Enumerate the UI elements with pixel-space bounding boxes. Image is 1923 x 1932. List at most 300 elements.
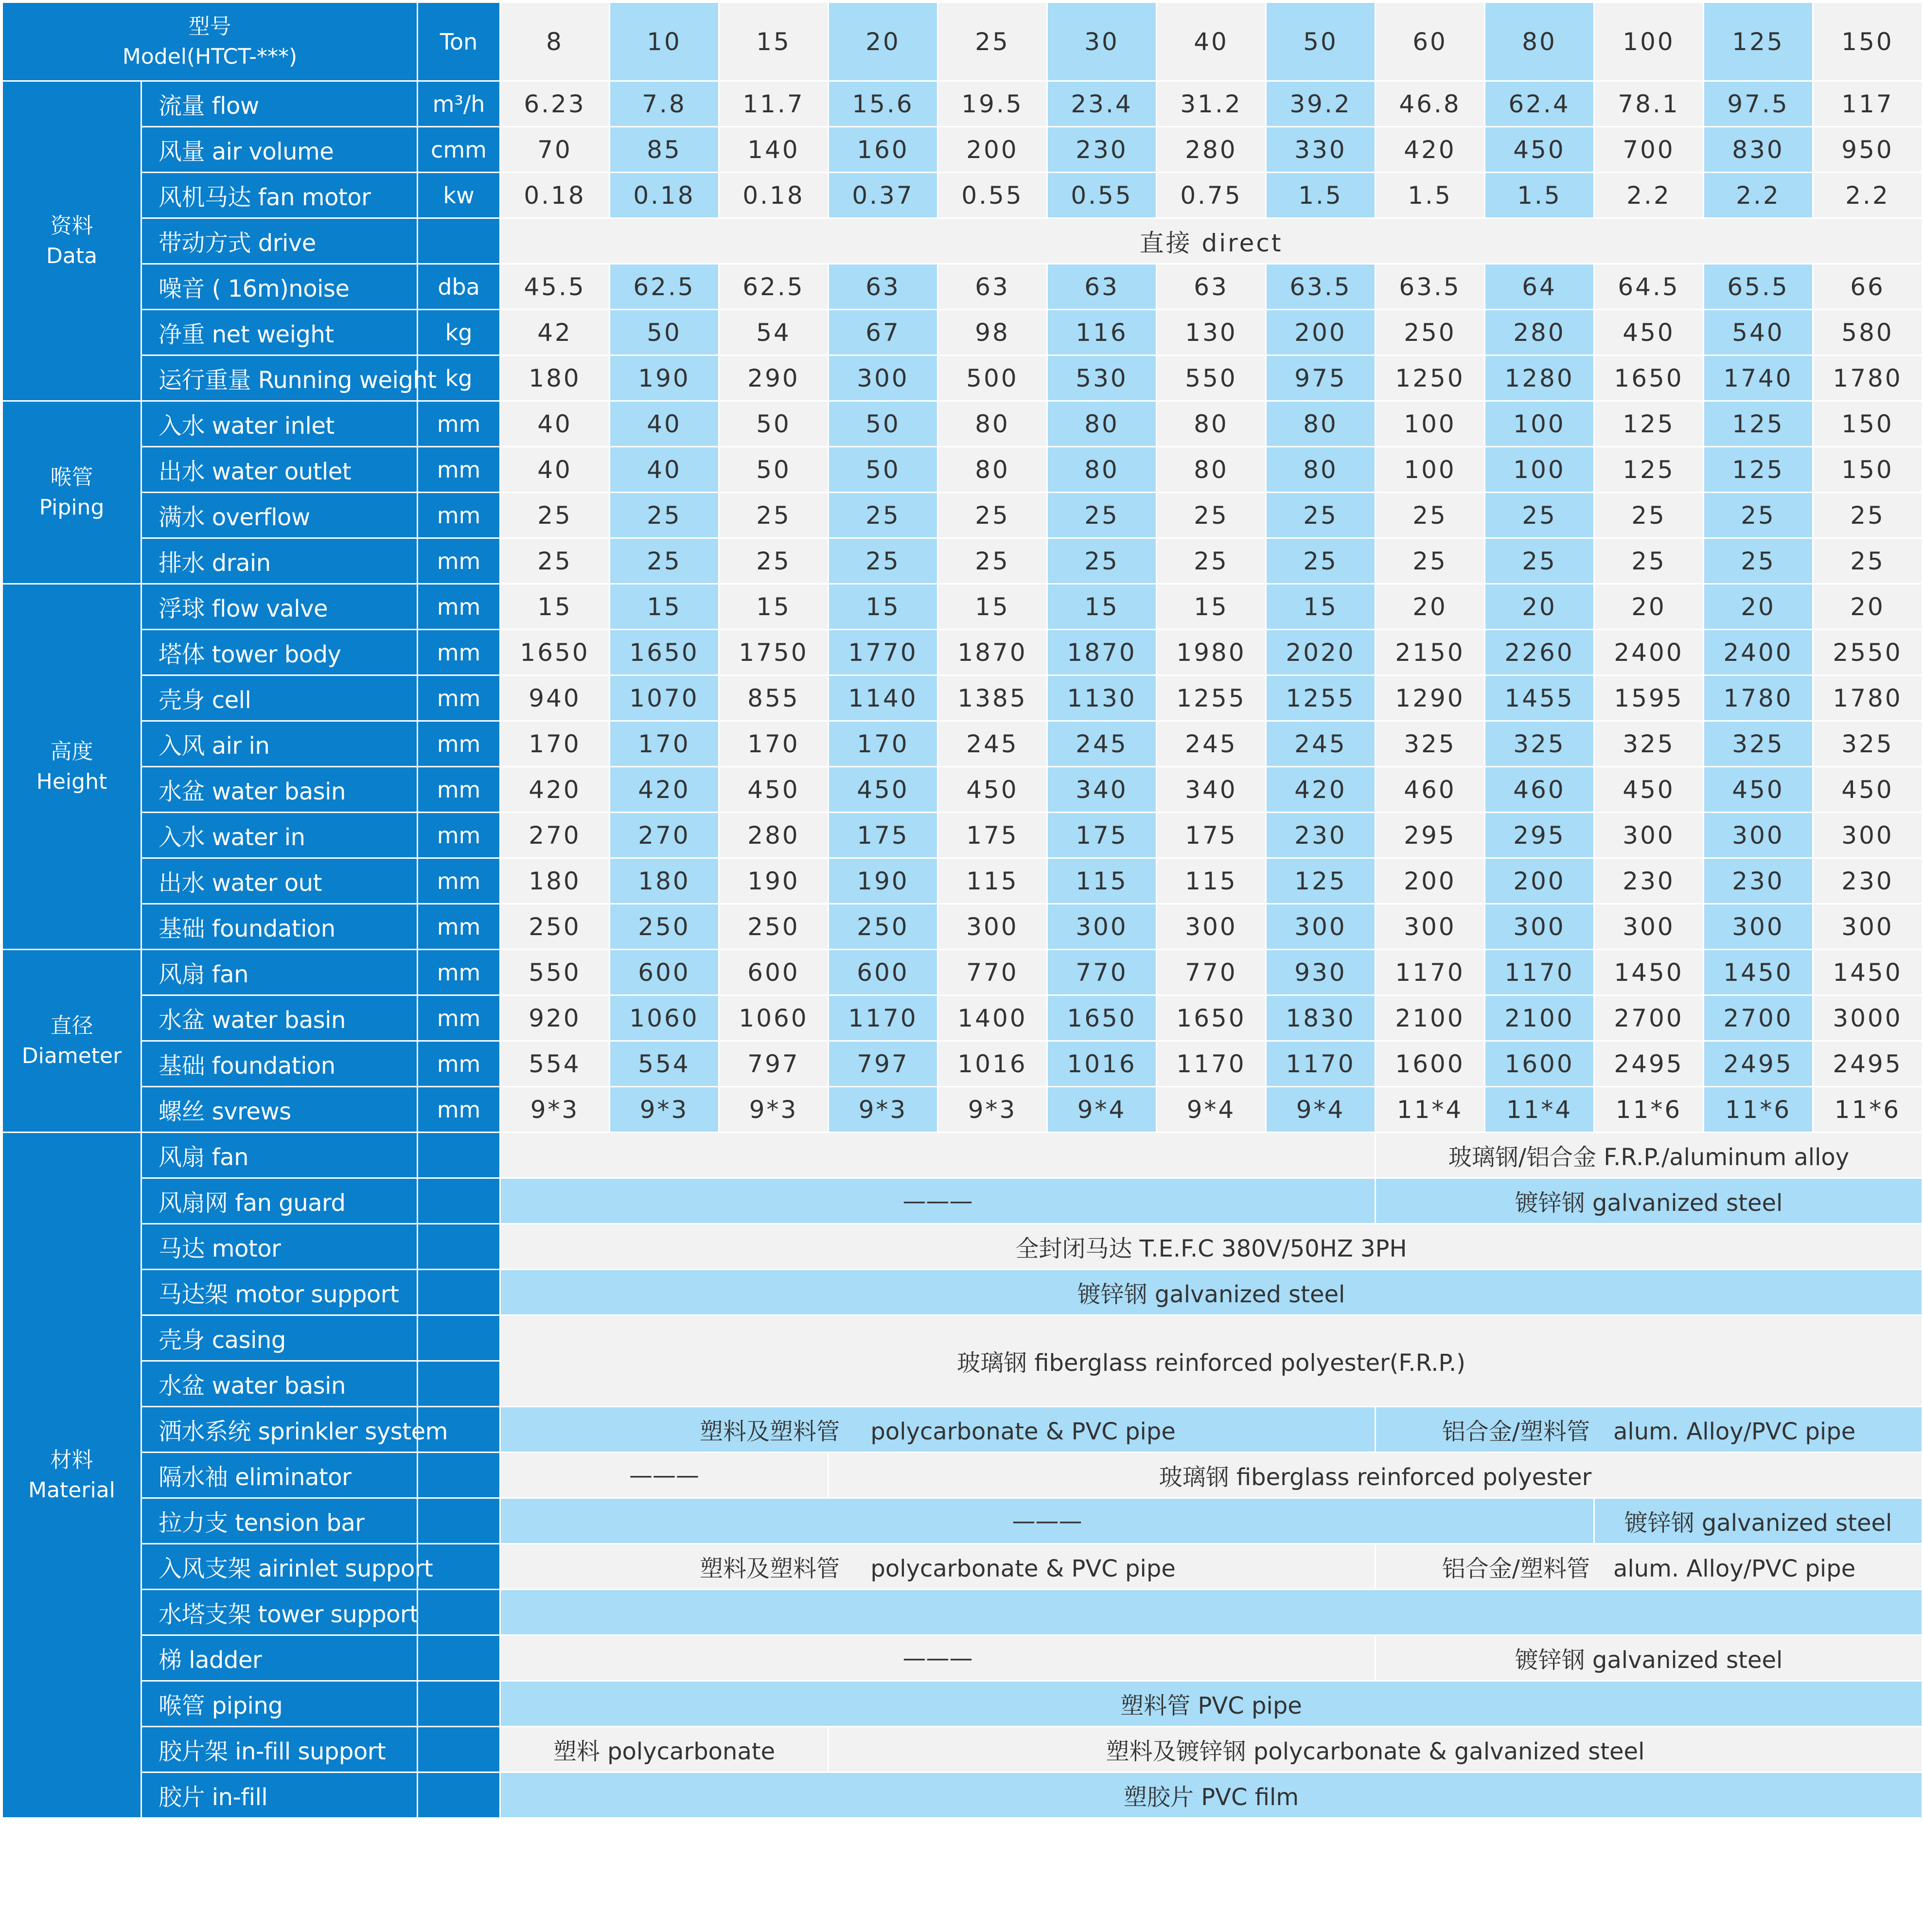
spec-value: 15 bbox=[1266, 584, 1376, 630]
spec-value: 11*6 bbox=[1594, 1087, 1704, 1133]
spec-value: 300 bbox=[1485, 904, 1594, 950]
spec-value: 25 bbox=[1266, 493, 1376, 538]
spec-value: 1400 bbox=[938, 995, 1047, 1041]
row-unit bbox=[418, 1178, 500, 1224]
spec-value: 1750 bbox=[719, 630, 829, 675]
spec-value: 1450 bbox=[1704, 950, 1813, 995]
row-label: 风扇网 fan guard bbox=[141, 1178, 418, 1224]
group-data bbox=[2, 81, 141, 401]
spec-value: 250 bbox=[719, 904, 829, 950]
group-material bbox=[2, 1133, 141, 1818]
row-label: 塔体 tower body bbox=[141, 630, 418, 675]
spec-value: 300 bbox=[1376, 904, 1485, 950]
spec-value: 40 bbox=[610, 401, 719, 447]
spec-value: 64 bbox=[1485, 264, 1594, 310]
row-label: 出水 water outlet bbox=[141, 447, 418, 493]
spec-value: 950 bbox=[1813, 127, 1923, 173]
spec-value: 11*6 bbox=[1813, 1087, 1923, 1133]
row-unit: mm bbox=[418, 493, 500, 538]
spec-value: 125 bbox=[1594, 447, 1704, 493]
row-unit: mm bbox=[418, 904, 500, 950]
row-unit bbox=[418, 1498, 500, 1544]
spec-value: 600 bbox=[829, 950, 938, 995]
spec-row bbox=[2, 173, 1923, 218]
spec-value: 1250 bbox=[1376, 355, 1485, 401]
row-label: 入风 air in bbox=[141, 721, 418, 767]
spec-value: 80 bbox=[1157, 447, 1266, 493]
spec-value: 1450 bbox=[1813, 950, 1923, 995]
spec-value: 1870 bbox=[938, 630, 1047, 675]
spec-value: 300 bbox=[1813, 904, 1923, 950]
spec-value: 65.5 bbox=[1704, 264, 1813, 310]
spec-value: 1650 bbox=[500, 630, 610, 675]
group-piping-zh: 喉管 bbox=[50, 464, 93, 490]
spec-row bbox=[2, 401, 1923, 447]
spec-value: 130 bbox=[1157, 310, 1266, 355]
spec-value: 25 bbox=[500, 538, 610, 584]
spec-value: 20 bbox=[1594, 584, 1704, 630]
spec-row bbox=[2, 1087, 1923, 1133]
spec-value: 175 bbox=[829, 813, 938, 858]
spec-value: 0.55 bbox=[938, 173, 1047, 218]
header-row bbox=[2, 2, 1923, 81]
spec-value: 280 bbox=[1485, 310, 1594, 355]
spec-value: 25 bbox=[1266, 538, 1376, 584]
ton-value: 100 bbox=[1594, 2, 1704, 81]
spec-value: 1.5 bbox=[1266, 173, 1376, 218]
spec-value: 25 bbox=[719, 538, 829, 584]
row-unit: m³/h bbox=[418, 81, 500, 127]
row-unit bbox=[418, 1270, 500, 1315]
row-label: 水塔支架 tower support bbox=[141, 1590, 418, 1635]
group-material-zh: 材料 bbox=[50, 1447, 93, 1472]
group-height bbox=[2, 584, 141, 950]
spec-value: 1450 bbox=[1594, 950, 1704, 995]
row-label: 壳身 cell bbox=[141, 675, 418, 721]
spec-value: 797 bbox=[719, 1041, 829, 1087]
spec-value: 1780 bbox=[1813, 355, 1923, 401]
spec-value: 1140 bbox=[829, 675, 938, 721]
row-label: 带动方式 drive bbox=[141, 218, 418, 264]
spec-value: 230 bbox=[1704, 858, 1813, 904]
spec-value: 300 bbox=[1594, 813, 1704, 858]
spec-value: 0.37 bbox=[829, 173, 938, 218]
spec-value: 325 bbox=[1704, 721, 1813, 767]
spec-value: 450 bbox=[829, 767, 938, 813]
spec-value: 830 bbox=[1704, 127, 1813, 173]
spec-value: 1070 bbox=[610, 675, 719, 721]
spec-value: 1290 bbox=[1376, 675, 1485, 721]
spec-value: 2495 bbox=[1813, 1041, 1923, 1087]
spec-value: 140 bbox=[719, 127, 829, 173]
row-label: 隔水袖 eliminator bbox=[141, 1453, 418, 1498]
spec-value: 31.2 bbox=[1157, 81, 1266, 127]
spec-value: 600 bbox=[719, 950, 829, 995]
spec-value: 25 bbox=[1376, 493, 1485, 538]
spec-value: 15 bbox=[610, 584, 719, 630]
spec-value: 23.4 bbox=[1047, 81, 1157, 127]
ton-value: 25 bbox=[938, 2, 1047, 81]
ton-value: 10 bbox=[610, 2, 719, 81]
spec-value: 85 bbox=[610, 127, 719, 173]
spec-value: 420 bbox=[610, 767, 719, 813]
spec-row bbox=[2, 584, 1923, 630]
spec-value: 50 bbox=[829, 401, 938, 447]
spec-value: 3000 bbox=[1813, 995, 1923, 1041]
spec-value: 770 bbox=[938, 950, 1047, 995]
row-unit: mm bbox=[418, 538, 500, 584]
spec-value: 15 bbox=[500, 584, 610, 630]
ton-value: 40 bbox=[1157, 2, 1266, 81]
spec-value: 115 bbox=[938, 858, 1047, 904]
spec-value: 175 bbox=[1047, 813, 1157, 858]
spec-value: 63 bbox=[1157, 264, 1266, 310]
row-label: 洒水系统 sprinkler system bbox=[141, 1407, 418, 1453]
row-label: 基础 foundation bbox=[141, 904, 418, 950]
spec-value: 45.5 bbox=[500, 264, 610, 310]
row-label: 入水 water in bbox=[141, 813, 418, 858]
spec-value: 170 bbox=[719, 721, 829, 767]
spec-value: 300 bbox=[1704, 904, 1813, 950]
row-label: 喉管 piping bbox=[141, 1681, 418, 1727]
spec-value: 80 bbox=[938, 401, 1047, 447]
row-unit: mm bbox=[418, 401, 500, 447]
spec-value: 125 bbox=[1704, 447, 1813, 493]
spec-value: 80 bbox=[1157, 401, 1266, 447]
material-row-casing bbox=[2, 1315, 1923, 1361]
row-unit bbox=[418, 1133, 500, 1178]
spec-value: 530 bbox=[1047, 355, 1157, 401]
spec-value: 1830 bbox=[1266, 995, 1376, 1041]
spec-value: 280 bbox=[1157, 127, 1266, 173]
spec-value: 420 bbox=[1376, 127, 1485, 173]
material-infill-value: 塑胶片 PVC film bbox=[500, 1772, 1923, 1818]
spec-value: 1780 bbox=[1704, 675, 1813, 721]
spec-value: 325 bbox=[1485, 721, 1594, 767]
spec-value: 300 bbox=[1047, 904, 1157, 950]
spec-value: 46.8 bbox=[1376, 81, 1485, 127]
spec-value: 245 bbox=[1266, 721, 1376, 767]
spec-value: 2150 bbox=[1376, 630, 1485, 675]
spec-value: 1740 bbox=[1704, 355, 1813, 401]
spec-row bbox=[2, 950, 1923, 995]
spec-value: 25 bbox=[829, 493, 938, 538]
spec-value: 330 bbox=[1266, 127, 1376, 173]
spec-value: 80 bbox=[1266, 447, 1376, 493]
row-unit: mm bbox=[418, 630, 500, 675]
spec-value: 2400 bbox=[1704, 630, 1813, 675]
spec-value: 450 bbox=[1704, 767, 1813, 813]
spec-value: 280 bbox=[719, 813, 829, 858]
spec-value: 930 bbox=[1266, 950, 1376, 995]
spec-value: 11.7 bbox=[719, 81, 829, 127]
material-row-airinlet-support bbox=[2, 1544, 1923, 1590]
spec-row bbox=[2, 310, 1923, 355]
spec-value: 250 bbox=[1376, 310, 1485, 355]
material-eliminator-left: ——— bbox=[500, 1453, 829, 1498]
spec-value: 2020 bbox=[1266, 630, 1376, 675]
ton-value: 50 bbox=[1266, 2, 1376, 81]
spec-value: 9*3 bbox=[938, 1087, 1047, 1133]
spec-value: 98 bbox=[938, 310, 1047, 355]
spec-value: 2.2 bbox=[1813, 173, 1923, 218]
spec-value: 25 bbox=[829, 538, 938, 584]
spec-value: 2400 bbox=[1594, 630, 1704, 675]
spec-value: 290 bbox=[719, 355, 829, 401]
row-label: 风扇 fan bbox=[141, 1133, 418, 1178]
material-row-motor bbox=[2, 1224, 1923, 1270]
spec-value: 25 bbox=[1594, 538, 1704, 584]
spec-value: 600 bbox=[610, 950, 719, 995]
row-unit: kg bbox=[418, 355, 500, 401]
spec-value: 9*3 bbox=[719, 1087, 829, 1133]
row-unit bbox=[418, 1224, 500, 1270]
row-label: 壳身 casing bbox=[141, 1315, 418, 1361]
spec-row bbox=[2, 218, 1923, 264]
spec-value: 160 bbox=[829, 127, 938, 173]
spec-value: 20 bbox=[1376, 584, 1485, 630]
spec-value: 797 bbox=[829, 1041, 938, 1087]
spec-value: 460 bbox=[1376, 767, 1485, 813]
spec-value: 25 bbox=[1704, 538, 1813, 584]
spec-value: 245 bbox=[1157, 721, 1266, 767]
spec-value: 63.5 bbox=[1376, 264, 1485, 310]
spec-value: 170 bbox=[610, 721, 719, 767]
model-header-en: Model(HTCT-***) bbox=[122, 44, 298, 69]
row-label: 出水 water out bbox=[141, 858, 418, 904]
material-row-fan-guard bbox=[2, 1178, 1923, 1224]
material-row-tower-support bbox=[2, 1590, 1923, 1635]
spec-value: 200 bbox=[1266, 310, 1376, 355]
spec-value: 116 bbox=[1047, 310, 1157, 355]
spec-value: 25 bbox=[1157, 493, 1266, 538]
spec-value: 20 bbox=[1485, 584, 1594, 630]
material-sprinkler-left: 塑料及塑料管 polycarbonate & PVC pipe bbox=[500, 1407, 1376, 1453]
spec-value: 6.23 bbox=[500, 81, 610, 127]
spec-value: 20 bbox=[1704, 584, 1813, 630]
group-height-en: Height bbox=[36, 769, 107, 794]
row-label: 排水 drain bbox=[141, 538, 418, 584]
row-unit bbox=[418, 1681, 500, 1727]
spec-value: 115 bbox=[1157, 858, 1266, 904]
material-ladder-left: ——— bbox=[500, 1635, 1376, 1681]
spec-value: 15 bbox=[1047, 584, 1157, 630]
spec-value: 50 bbox=[719, 447, 829, 493]
spec-value: 67 bbox=[829, 310, 938, 355]
row-label: 胶片架 in-fill support bbox=[141, 1727, 418, 1772]
spec-value: 15.6 bbox=[829, 81, 938, 127]
group-data-zh: 资料 bbox=[50, 213, 93, 238]
spec-value: 940 bbox=[500, 675, 610, 721]
spec-value: 11*6 bbox=[1704, 1087, 1813, 1133]
spec-value: 1170 bbox=[1485, 950, 1594, 995]
spec-value: 25 bbox=[1813, 538, 1923, 584]
spec-value: 920 bbox=[500, 995, 610, 1041]
spec-value: 1016 bbox=[1047, 1041, 1157, 1087]
material-row-tension-bar bbox=[2, 1498, 1923, 1544]
material-eliminator-right: 玻璃钢 fiberglass reinforced polyester bbox=[829, 1453, 1923, 1498]
spec-value: 25 bbox=[938, 538, 1047, 584]
spec-row bbox=[2, 675, 1923, 721]
spec-value: 150 bbox=[1813, 447, 1923, 493]
row-unit: mm bbox=[418, 767, 500, 813]
spec-value: 1650 bbox=[610, 630, 719, 675]
material-tension-bar-left: ——— bbox=[500, 1498, 1594, 1544]
spec-value: 9*3 bbox=[829, 1087, 938, 1133]
spec-value: 1255 bbox=[1157, 675, 1266, 721]
spec-value: 50 bbox=[719, 401, 829, 447]
spec-value: 54 bbox=[719, 310, 829, 355]
material-row-fan bbox=[2, 1133, 1923, 1178]
spec-value: 295 bbox=[1485, 813, 1594, 858]
spec-value: 325 bbox=[1594, 721, 1704, 767]
row-unit: kw bbox=[418, 173, 500, 218]
spec-value: 15 bbox=[1157, 584, 1266, 630]
spec-row bbox=[2, 630, 1923, 675]
material-row-sprinkler bbox=[2, 1407, 1923, 1453]
material-motor-support-value: 镀锌钢 galvanized steel bbox=[500, 1270, 1923, 1315]
spec-value: 15 bbox=[938, 584, 1047, 630]
spec-value: 245 bbox=[938, 721, 1047, 767]
spec-value: 300 bbox=[1266, 904, 1376, 950]
spec-value: 450 bbox=[938, 767, 1047, 813]
material-row-infill-support bbox=[2, 1727, 1923, 1772]
row-unit: mm bbox=[418, 675, 500, 721]
spec-value: 97.5 bbox=[1704, 81, 1813, 127]
spec-value: 770 bbox=[1047, 950, 1157, 995]
spec-value: 9*3 bbox=[500, 1087, 610, 1133]
row-unit: mm bbox=[418, 1087, 500, 1133]
spec-value: 1170 bbox=[1266, 1041, 1376, 1087]
spec-value: 2495 bbox=[1704, 1041, 1813, 1087]
spec-value: 63 bbox=[829, 264, 938, 310]
row-unit bbox=[418, 1453, 500, 1498]
spec-value: 300 bbox=[829, 355, 938, 401]
spec-value: 80 bbox=[1266, 401, 1376, 447]
spec-value: 62.5 bbox=[719, 264, 829, 310]
spec-value: 78.1 bbox=[1594, 81, 1704, 127]
spec-value: 25 bbox=[1047, 493, 1157, 538]
spec-row bbox=[2, 904, 1923, 950]
row-label: 满水 overflow bbox=[141, 493, 418, 538]
spec-value: 1170 bbox=[1157, 1041, 1266, 1087]
row-unit: mm bbox=[418, 995, 500, 1041]
spec-value: 70 bbox=[500, 127, 610, 173]
spec-value: 1770 bbox=[829, 630, 938, 675]
spec-value: 250 bbox=[829, 904, 938, 950]
spec-value: 63 bbox=[1047, 264, 1157, 310]
spec-value: 25 bbox=[1813, 493, 1923, 538]
spec-value: 1980 bbox=[1157, 630, 1266, 675]
spec-value: 2700 bbox=[1594, 995, 1704, 1041]
group-diameter-zh: 直径 bbox=[50, 1013, 93, 1038]
spec-value: 7.8 bbox=[610, 81, 719, 127]
spec-value: 20 bbox=[1813, 584, 1923, 630]
row-label: 噪音 ( 16m)noise bbox=[141, 264, 418, 310]
ton-value: 15 bbox=[719, 2, 829, 81]
spec-value: 1455 bbox=[1485, 675, 1594, 721]
group-diameter bbox=[2, 950, 141, 1133]
spec-value: 245 bbox=[1047, 721, 1157, 767]
material-casing-basin-value: 玻璃钢 fiberglass reinforced polyester(F.R.P.) bbox=[500, 1315, 1923, 1407]
spec-value: 19.5 bbox=[938, 81, 1047, 127]
spec-value: 80 bbox=[938, 447, 1047, 493]
row-label: 风机马达 fan motor bbox=[141, 173, 418, 218]
row-label: 梯 ladder bbox=[141, 1635, 418, 1681]
spec-value: 230 bbox=[1047, 127, 1157, 173]
row-label: 螺丝 svrews bbox=[141, 1087, 418, 1133]
spec-value: 125 bbox=[1594, 401, 1704, 447]
row-label: 基础 foundation bbox=[141, 1041, 418, 1087]
row-label: 风量 air volume bbox=[141, 127, 418, 173]
spec-value: 300 bbox=[938, 904, 1047, 950]
ton-header: Ton bbox=[418, 2, 500, 81]
spec-value: 40 bbox=[500, 447, 610, 493]
spec-value: 25 bbox=[1485, 493, 1594, 538]
spec-value: 80 bbox=[1047, 447, 1157, 493]
spec-value: 1255 bbox=[1266, 675, 1376, 721]
group-piping-en: Piping bbox=[39, 495, 105, 520]
spec-value: 450 bbox=[1485, 127, 1594, 173]
spec-value: 554 bbox=[500, 1041, 610, 1087]
spec-value: 1060 bbox=[719, 995, 829, 1041]
spec-value: 9*3 bbox=[610, 1087, 719, 1133]
spec-value: 180 bbox=[500, 355, 610, 401]
spec-value: 40 bbox=[500, 401, 610, 447]
spec-value: 2100 bbox=[1376, 995, 1485, 1041]
model-header-zh: 型号 bbox=[188, 14, 231, 39]
spec-value: 1780 bbox=[1813, 675, 1923, 721]
spec-value: 250 bbox=[500, 904, 610, 950]
row-unit: kg bbox=[418, 310, 500, 355]
spec-value: 39.2 bbox=[1266, 81, 1376, 127]
spec-value: 62.5 bbox=[610, 264, 719, 310]
spec-value: 50 bbox=[829, 447, 938, 493]
material-piping-value: 塑料管 PVC pipe bbox=[500, 1681, 1923, 1727]
spec-value: 25 bbox=[938, 493, 1047, 538]
row-label: 入水 water inlet bbox=[141, 401, 418, 447]
ton-value: 80 bbox=[1485, 2, 1594, 81]
spec-value: 450 bbox=[1813, 767, 1923, 813]
group-diameter-en: Diameter bbox=[21, 1043, 122, 1068]
row-label: 风扇 fan bbox=[141, 950, 418, 995]
spec-value: 230 bbox=[1813, 858, 1923, 904]
spec-value: 1060 bbox=[610, 995, 719, 1041]
spec-row bbox=[2, 538, 1923, 584]
spec-value: 63.5 bbox=[1266, 264, 1376, 310]
spec-value: 0.18 bbox=[500, 173, 610, 218]
material-row-eliminator bbox=[2, 1453, 1923, 1498]
row-unit bbox=[418, 1590, 500, 1635]
spec-value: 770 bbox=[1157, 950, 1266, 995]
spec-value: 117 bbox=[1813, 81, 1923, 127]
material-motor-value: 全封闭马达 T.E.F.C 380V/50HZ 3PH bbox=[500, 1224, 1923, 1270]
spec-value: 2.2 bbox=[1594, 173, 1704, 218]
row-label: 入风支架 airinlet support bbox=[141, 1544, 418, 1590]
row-label: 胶片 in-fill bbox=[141, 1772, 418, 1818]
ton-value: 150 bbox=[1813, 2, 1923, 81]
row-label: 水盆 water basin bbox=[141, 767, 418, 813]
row-unit bbox=[418, 1361, 500, 1407]
spec-value: 1170 bbox=[829, 995, 938, 1041]
row-label: 水盆 water basin bbox=[141, 1361, 418, 1407]
spec-value: 100 bbox=[1485, 401, 1594, 447]
spec-value: 100 bbox=[1376, 447, 1485, 493]
row-unit: mm bbox=[418, 447, 500, 493]
spec-value: 200 bbox=[1485, 858, 1594, 904]
spec-value: 270 bbox=[610, 813, 719, 858]
row-unit: dba bbox=[418, 264, 500, 310]
